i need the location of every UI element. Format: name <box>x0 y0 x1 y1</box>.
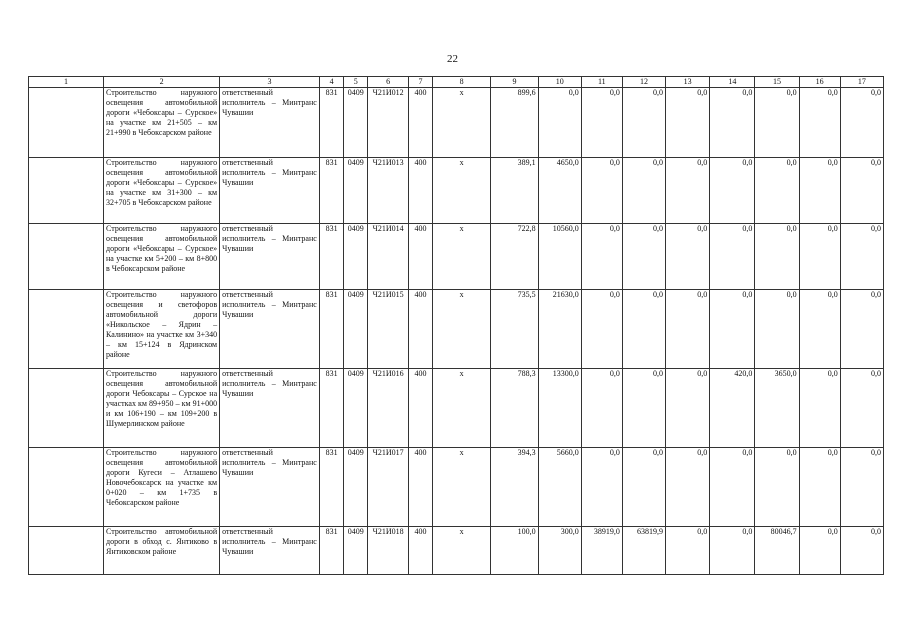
cell-marker: х <box>432 290 491 369</box>
cell-value-10: 13300,0 <box>538 369 581 448</box>
column-header-2: 2 <box>104 77 220 88</box>
cell-section: 0409 <box>344 88 368 158</box>
cell-target-article: Ч21И018 <box>368 527 409 575</box>
cell-value-15: 0,0 <box>755 448 799 527</box>
cell-value-10: 5660,0 <box>538 448 581 527</box>
cell-value-9: 788,3 <box>491 369 538 448</box>
cell-description: Строительство наружного освещения автомобильной дороги «Чебоксары – Сурское» на участке км 21+505 – км 21+990 в Чебоксарском районе <box>104 88 220 158</box>
cell-value-11: 0,0 <box>581 369 622 448</box>
cell-number <box>29 369 104 448</box>
cell-expense-type: 400 <box>409 88 433 158</box>
cell-target-article: Ч21И015 <box>368 290 409 369</box>
cell-value-9: 735,5 <box>491 290 538 369</box>
cell-ministry-code: 831 <box>319 224 344 290</box>
cell-value-14: 0,0 <box>710 527 755 575</box>
cell-value-13: 0,0 <box>666 527 710 575</box>
cell-value-17: 0,0 <box>840 369 883 448</box>
cell-number <box>29 158 104 224</box>
cell-marker: х <box>432 88 491 158</box>
table-row <box>29 290 884 369</box>
cell-executor: ответственный исполнитель – Минтранс Чувашии <box>220 224 320 290</box>
cell-value-10: 300,0 <box>538 527 581 575</box>
cell-value-10: 21630,0 <box>538 290 581 369</box>
cell-section: 0409 <box>344 527 368 575</box>
cell-ministry-code: 831 <box>319 448 344 527</box>
cell-value-11: 0,0 <box>581 88 622 158</box>
cell-value-9: 394,3 <box>491 448 538 527</box>
cell-number <box>29 224 104 290</box>
cell-ministry-code: 831 <box>319 88 344 158</box>
cell-expense-type: 400 <box>409 290 433 369</box>
cell-value-13: 0,0 <box>666 158 710 224</box>
cell-value-16: 0,0 <box>799 527 840 575</box>
cell-description: Строительство наружного освещения и светофоров автомобильной дороги «Никольское – Ядрин – Калинино» на участке км 3+340 – км 15+124 в Ядринском районе <box>104 290 220 369</box>
table-row <box>29 527 884 575</box>
cell-value-13: 0,0 <box>666 224 710 290</box>
cell-value-15: 0,0 <box>755 224 799 290</box>
cell-value-10: 10560,0 <box>538 224 581 290</box>
cell-description: Строительство наружного освещения автомобильной дороги Чебоксары – Сурское на участках км 89+950 – км 91+000 и км 106+190 – км 109+200 в Шумерлинском районе <box>104 369 220 448</box>
cell-value-12: 0,0 <box>622 224 665 290</box>
table-row <box>29 224 884 290</box>
cell-value-12: 63819,9 <box>622 527 665 575</box>
column-header-8: 8 <box>432 77 491 88</box>
cell-value-9: 899,6 <box>491 88 538 158</box>
column-header-9: 9 <box>491 77 538 88</box>
column-header-6: 6 <box>368 77 409 88</box>
cell-value-11: 0,0 <box>581 448 622 527</box>
cell-value-15: 0,0 <box>755 290 799 369</box>
cell-value-16: 0,0 <box>799 369 840 448</box>
column-header-14: 14 <box>710 77 755 88</box>
cell-section: 0409 <box>344 290 368 369</box>
header-row <box>29 77 884 88</box>
cell-section: 0409 <box>344 448 368 527</box>
cell-ministry-code: 831 <box>319 290 344 369</box>
cell-executor: ответственный исполнитель – Минтранс Чувашии <box>220 527 320 575</box>
cell-value-15: 0,0 <box>755 88 799 158</box>
cell-value-16: 0,0 <box>799 88 840 158</box>
cell-target-article: Ч21И016 <box>368 369 409 448</box>
cell-value-12: 0,0 <box>622 158 665 224</box>
cell-description: Строительство наружного освещения автомобильной дороги Кугеси – Атлашево Новочебоксарск на участке км 0+020 – км 1+735 в Чебоксарском районе <box>104 448 220 527</box>
cell-value-9: 389,1 <box>491 158 538 224</box>
cell-value-11: 0,0 <box>581 158 622 224</box>
column-header-11: 11 <box>581 77 622 88</box>
cell-value-9: 722,8 <box>491 224 538 290</box>
cell-value-12: 0,0 <box>622 88 665 158</box>
cell-marker: х <box>432 448 491 527</box>
cell-value-13: 0,0 <box>666 448 710 527</box>
cell-value-14: 420,0 <box>710 369 755 448</box>
cell-target-article: Ч21И014 <box>368 224 409 290</box>
column-header-4: 4 <box>319 77 344 88</box>
cell-value-11: 38919,0 <box>581 527 622 575</box>
column-header-7: 7 <box>409 77 433 88</box>
cell-value-15: 3650,0 <box>755 369 799 448</box>
cell-value-12: 0,0 <box>622 290 665 369</box>
cell-target-article: Ч21И017 <box>368 448 409 527</box>
cell-value-16: 0,0 <box>799 158 840 224</box>
cell-marker: х <box>432 224 491 290</box>
table-row <box>29 158 884 224</box>
table-row <box>29 448 884 527</box>
cell-number <box>29 527 104 575</box>
cell-executor: ответственный исполнитель – Минтранс Чувашии <box>220 290 320 369</box>
cell-value-15: 80046,7 <box>755 527 799 575</box>
budget-table <box>28 76 884 575</box>
cell-value-16: 0,0 <box>799 448 840 527</box>
cell-executor: ответственный исполнитель – Минтранс Чувашии <box>220 158 320 224</box>
cell-description: Строительство наружного освещения автомобильной дороги «Чебоксары – Сурское» на участке км 5+200 – км 8+800 в Чебоксарском районе <box>104 224 220 290</box>
table-row <box>29 369 884 448</box>
cell-executor: ответственный исполнитель – Минтранс Чувашии <box>220 369 320 448</box>
cell-value-15: 0,0 <box>755 158 799 224</box>
cell-value-17: 0,0 <box>840 224 883 290</box>
cell-value-13: 0,0 <box>666 88 710 158</box>
cell-ministry-code: 831 <box>319 158 344 224</box>
cell-value-12: 0,0 <box>622 448 665 527</box>
table-row <box>29 88 884 158</box>
cell-value-17: 0,0 <box>840 158 883 224</box>
cell-value-10: 0,0 <box>538 88 581 158</box>
cell-description: Строительство наружного освещения автомобильной дороги «Чебоксары – Сурское» на участке км 31+300 – км 32+705 в Чебоксарском районе <box>104 158 220 224</box>
cell-value-13: 0,0 <box>666 290 710 369</box>
cell-value-13: 0,0 <box>666 369 710 448</box>
cell-expense-type: 400 <box>409 158 433 224</box>
cell-section: 0409 <box>344 158 368 224</box>
column-header-1: 1 <box>29 77 104 88</box>
cell-value-17: 0,0 <box>840 88 883 158</box>
cell-value-17: 0,0 <box>840 527 883 575</box>
cell-value-16: 0,0 <box>799 224 840 290</box>
table-body <box>29 88 884 575</box>
cell-expense-type: 400 <box>409 527 433 575</box>
cell-ministry-code: 831 <box>319 369 344 448</box>
cell-section: 0409 <box>344 224 368 290</box>
page-number: 22 <box>447 53 458 65</box>
column-header-12: 12 <box>622 77 665 88</box>
cell-value-14: 0,0 <box>710 88 755 158</box>
cell-expense-type: 400 <box>409 224 433 290</box>
cell-value-17: 0,0 <box>840 448 883 527</box>
cell-value-11: 0,0 <box>581 290 622 369</box>
cell-marker: х <box>432 527 491 575</box>
column-header-3: 3 <box>220 77 320 88</box>
cell-target-article: Ч21И012 <box>368 88 409 158</box>
column-header-17: 17 <box>840 77 883 88</box>
cell-number <box>29 290 104 369</box>
cell-target-article: Ч21И013 <box>368 158 409 224</box>
cell-section: 0409 <box>344 369 368 448</box>
cell-marker: х <box>432 369 491 448</box>
cell-expense-type: 400 <box>409 369 433 448</box>
column-header-5: 5 <box>344 77 368 88</box>
column-header-16: 16 <box>799 77 840 88</box>
cell-number <box>29 448 104 527</box>
cell-value-10: 4650,0 <box>538 158 581 224</box>
cell-description: Строительство автомобильной дороги в обход с. Янтиково в Янтиковском районе <box>104 527 220 575</box>
cell-expense-type: 400 <box>409 448 433 527</box>
column-header-13: 13 <box>666 77 710 88</box>
cell-value-14: 0,0 <box>710 224 755 290</box>
column-header-10: 10 <box>538 77 581 88</box>
cell-value-14: 0,0 <box>710 290 755 369</box>
cell-value-17: 0,0 <box>840 290 883 369</box>
cell-value-16: 0,0 <box>799 290 840 369</box>
cell-number <box>29 88 104 158</box>
cell-value-14: 0,0 <box>710 448 755 527</box>
cell-value-11: 0,0 <box>581 224 622 290</box>
cell-executor: ответственный исполнитель – Минтранс Чувашии <box>220 448 320 527</box>
cell-marker: х <box>432 158 491 224</box>
cell-executor: ответственный исполнитель – Минтранс Чувашии <box>220 88 320 158</box>
cell-value-12: 0,0 <box>622 369 665 448</box>
cell-ministry-code: 831 <box>319 527 344 575</box>
cell-value-14: 0,0 <box>710 158 755 224</box>
column-header-15: 15 <box>755 77 799 88</box>
cell-value-9: 100,0 <box>491 527 538 575</box>
